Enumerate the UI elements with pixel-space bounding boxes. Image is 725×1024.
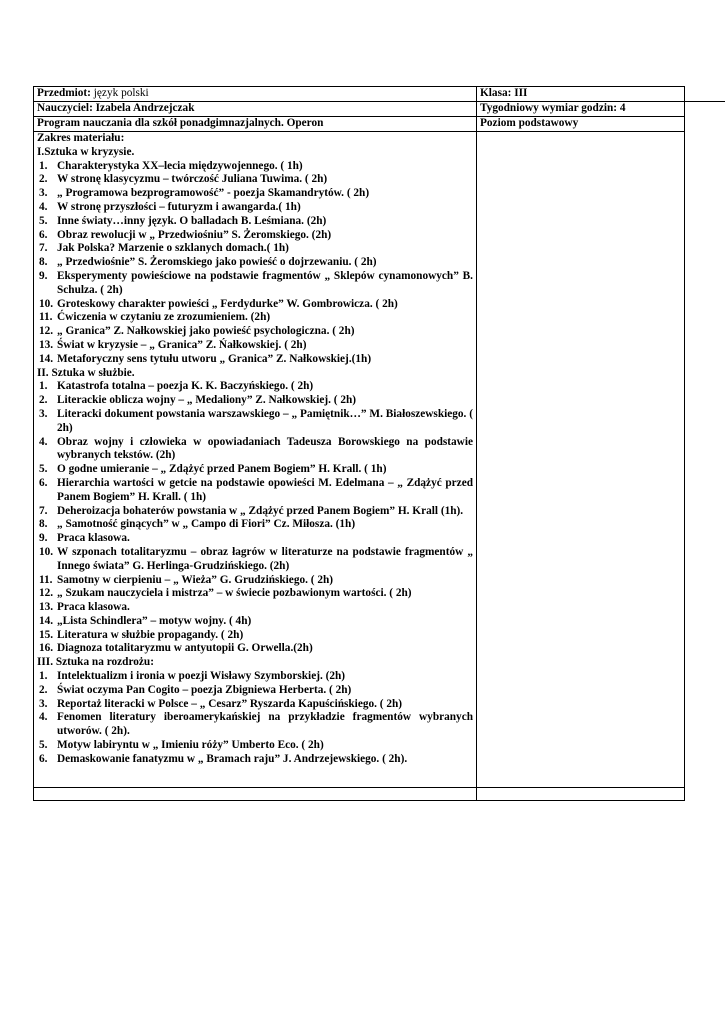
list-item-text: Literackie oblicza wojny – „ Medaliony” Z. Nałkowskiej. ( 2h): [57, 394, 357, 407]
list-item-text: Reportaż literacki w Polsce – „ Cesarz” Ryszarda Kapuścińskiego. ( 2h): [57, 697, 403, 710]
list-item-text: W szponach totalitaryzmu – obraz łagrów w literaturze na podstawie fragmentów „ Innego świata” G. Herlinga-Grudzińskiego. (2h): [57, 545, 473, 572]
list-item-number: 11.: [39, 311, 53, 324]
list-item-number: 14.: [39, 352, 54, 365]
list-item: [37, 339, 473, 353]
list-item-text: Motyw labiryntu w „ Imieniu róży” Umberto Eco. ( 2h): [57, 739, 324, 752]
list-item: [37, 477, 473, 505]
list-item: [37, 615, 473, 629]
list-item-text: Świat w kryzysie – „ Granica” Z. Ńałkowskiej. ( 2h): [57, 338, 307, 351]
list-item: [37, 353, 473, 367]
list-item-number: 6.: [39, 752, 48, 765]
list-item-text: Literacki dokument powstania warszawskiego – „ Pamiętnik…” M. Białoszewskiego. ( 2h): [57, 407, 473, 434]
class-cell: Klasa: III: [477, 87, 685, 102]
list-item-number: 1.: [39, 159, 48, 172]
list-item-text: Praca klasowa.: [57, 532, 130, 545]
list-item-text: Groteskowy charakter powieści „ Ferdydurke” W. Gombrowicza. ( 2h): [57, 297, 398, 310]
teacher-row: [34, 102, 685, 117]
list-item-text: Eksperymenty powieściowe na podstawie fragmentów „ Sklepów cynamonowych” B. Schulza. ( 2h): [57, 269, 473, 296]
list-item-text: „ Samotność ginących” w „ Campo di Fiori” Cz. Miłosza. (1h): [57, 518, 356, 531]
list-item-number: 7.: [39, 504, 48, 517]
list-item-number: 10.: [39, 297, 54, 310]
section-title: III. Sztuka na rozdrożu:: [37, 656, 154, 669]
list-item: [37, 380, 473, 394]
list-item: [37, 463, 473, 477]
list-item-number: 9.: [39, 532, 48, 545]
list-item: [37, 518, 473, 532]
list-item-number: 14.: [39, 614, 54, 627]
list-item: [37, 256, 473, 270]
list-item-number: 8.: [39, 256, 48, 269]
list-item-text: Ćwiczenia w czytaniu ze zrozumieniem. (2h): [57, 311, 271, 324]
list-item-number: 4.: [39, 435, 48, 448]
content-cell: [34, 132, 477, 788]
list-item-text: „ Szukam nauczyciela i mistrza” – w świecie pozbawionym wartości. ( 2h): [57, 587, 412, 600]
list-item: [37, 711, 473, 739]
list-item-text: Praca klasowa.: [57, 601, 130, 614]
list-item-text: „ Programowa bezprogramowość” - poezja Skamandrytów. ( 2h): [57, 187, 370, 200]
list-item-number: 13.: [39, 601, 54, 614]
list-item-text: „ Przedwiośnie” S. Żeromskiego jako powieść o dojrzewaniu. ( 2h): [57, 256, 377, 269]
list-item-number: 10.: [39, 545, 54, 558]
list-item-text: W stronę przyszłości – futuryzm i awangarda.( 1h): [57, 200, 301, 213]
list-item-text: Hierarchia wartości w getcie na podstawie opowieści M. Edelmana – „ Zdążyć przed Panem Bogiem” H. Krall. ( 1h): [57, 476, 473, 503]
empty-cell-left: [34, 788, 477, 801]
list-item: [37, 642, 473, 656]
list-item-number: 4.: [39, 200, 48, 213]
list-item: [37, 201, 473, 215]
list-item-number: 1.: [39, 670, 48, 683]
list-item: [37, 587, 473, 601]
list-item: [37, 601, 473, 615]
list-item: [37, 311, 473, 325]
list-item-text: W stronę klasycyzmu – twórczość Juliana Tuwima. ( 2h): [57, 173, 328, 186]
list-item: [37, 187, 473, 201]
list-item-number: 3.: [39, 697, 48, 710]
list-item-number: 6.: [39, 476, 48, 489]
list-item-number: 15.: [39, 628, 54, 641]
list-item: [37, 394, 473, 408]
list-item-text: Katastrofa totalna – poezja K. K. Baczyńskiego. ( 2h): [57, 380, 314, 393]
program-cell: Program nauczania dla szkół ponadgimnazjalnych. Operon: [34, 117, 477, 132]
program-row: [34, 117, 685, 132]
list-item-text: „Lista Schindlera” – motyw wojny. ( 4h): [57, 614, 252, 627]
list-item-text: O godne umieranie – „ Zdążyć przed Panem Bogiem” H. Krall. ( 1h): [57, 463, 387, 476]
content-row: [34, 132, 685, 788]
list-item-text: „ Granica” Z. Nałkowskiej jako powieść psychologiczna. ( 2h): [57, 325, 355, 338]
list-item: [37, 270, 473, 298]
list-item-number: 4.: [39, 711, 48, 724]
content-side-cell: [477, 132, 685, 788]
list-item: [37, 684, 473, 698]
syllabus-table: [33, 86, 685, 801]
sections-container: [37, 146, 473, 767]
subject-row: [34, 87, 685, 102]
list-item-number: 3.: [39, 407, 48, 420]
list-item-number: 13.: [39, 338, 54, 351]
list-item-text: Świat oczyma Pan Cogito – poezja Zbigniewa Herberta. ( 2h): [57, 683, 352, 696]
list-item-number: 9.: [39, 269, 48, 282]
list-item: [37, 670, 473, 684]
list-item-text: Inne światy…inny język. O balladach B. Leśmiana. (2h): [57, 214, 327, 227]
list-item-number: 2.: [39, 683, 48, 696]
list-item: [37, 546, 473, 574]
list-item-number: 12.: [39, 325, 54, 338]
list-item-text: Intelektualizm i ironia w poezji Wisławy Szymborskiej. (2h): [57, 670, 346, 683]
list-item: [37, 629, 473, 643]
list-item-number: 8.: [39, 518, 48, 531]
list-item-number: 5.: [39, 739, 48, 752]
list-item-number: 12.: [39, 587, 54, 600]
empty-cell-right: [477, 788, 685, 801]
list-item: [37, 698, 473, 712]
list-item: [37, 505, 473, 519]
list-item: [37, 532, 473, 546]
list-item: [37, 753, 473, 767]
list-item-text: Obraz rewolucji w „ Przedwiośniu” S. Żeromskiego. (2h): [57, 228, 332, 241]
subject-value: język polski: [90, 87, 149, 99]
section-title: II. Sztuka w służbie.: [37, 366, 135, 379]
empty-row: [34, 788, 685, 801]
list-item-number: 2.: [39, 173, 48, 186]
list-item: [37, 229, 473, 243]
list-item: [37, 215, 473, 229]
list-item-text: Diagnoza totalitaryzmu w antyutopii G. Orwella.(2h): [57, 642, 313, 655]
list-item-text: Fenomen literatury iberoamerykańskiej na przykładzie fragmentów wybranych utworów. ( 2h).: [57, 711, 473, 738]
list-item-number: 5.: [39, 463, 48, 476]
subject-label: Przedmiot:: [37, 87, 91, 99]
list-item-number: 6.: [39, 228, 48, 241]
list-item: [37, 739, 473, 753]
list-item: [37, 436, 473, 464]
scope-heading: Zakres materiału:: [37, 132, 125, 144]
section-title: I.Sztuka w kryzysie.: [37, 145, 135, 158]
list-item-text: Jak Polska? Marzenie o szklanych domach.( 1h): [57, 242, 289, 255]
teacher-cell: Nauczyciel: Izabela Andrzejczak: [34, 102, 477, 117]
list-item-number: 7.: [39, 242, 48, 255]
list-item-text: Charakterystyka XX–lecia międzywojennego. ( 1h): [57, 159, 303, 172]
list-item-text: Obraz wojny i człowieka w opowiadaniach Tadeusza Borowskiego na podstawie wybranych tekstów. (2h): [57, 435, 473, 462]
list-item: [37, 408, 473, 436]
list-item: [37, 325, 473, 339]
hours-cell: Tygodniowy wymiar godzin: 4: [477, 102, 685, 117]
table-rule-extension: [684, 101, 725, 102]
list-item-number: 1.: [39, 380, 48, 393]
list-item-text: Deheroizacja bohaterów powstania w „ Zdążyć przed Panem Bogiem” H. Krall (1h).: [57, 504, 464, 517]
list-item: [37, 242, 473, 256]
list-item-number: 2.: [39, 394, 48, 407]
list-item-number: 11.: [39, 573, 53, 586]
level-cell: Poziom podstawowy: [477, 117, 685, 132]
list-item-text: Demaskowanie fanatyzmu w „ Bramach raju” J. Andrzejewskiego. ( 2h).: [57, 752, 408, 765]
list-item: [37, 160, 473, 174]
list-item-number: 5.: [39, 214, 48, 227]
subject-cell: [34, 87, 477, 102]
list-item: [37, 574, 473, 588]
list-item: [37, 173, 473, 187]
list-item-text: Samotny w cierpieniu – „ Wieża” G. Grudzińskiego. ( 2h): [57, 573, 334, 586]
list-item-number: 3.: [39, 187, 48, 200]
list-item-text: Metaforyczny sens tytułu utworu „ Granica” Z. Nałkowskiej.(1h): [57, 352, 372, 365]
list-item-number: 16.: [39, 642, 54, 655]
list-item: [37, 298, 473, 312]
list-item-text: Literatura w służbie propagandy. ( 2h): [57, 628, 244, 641]
